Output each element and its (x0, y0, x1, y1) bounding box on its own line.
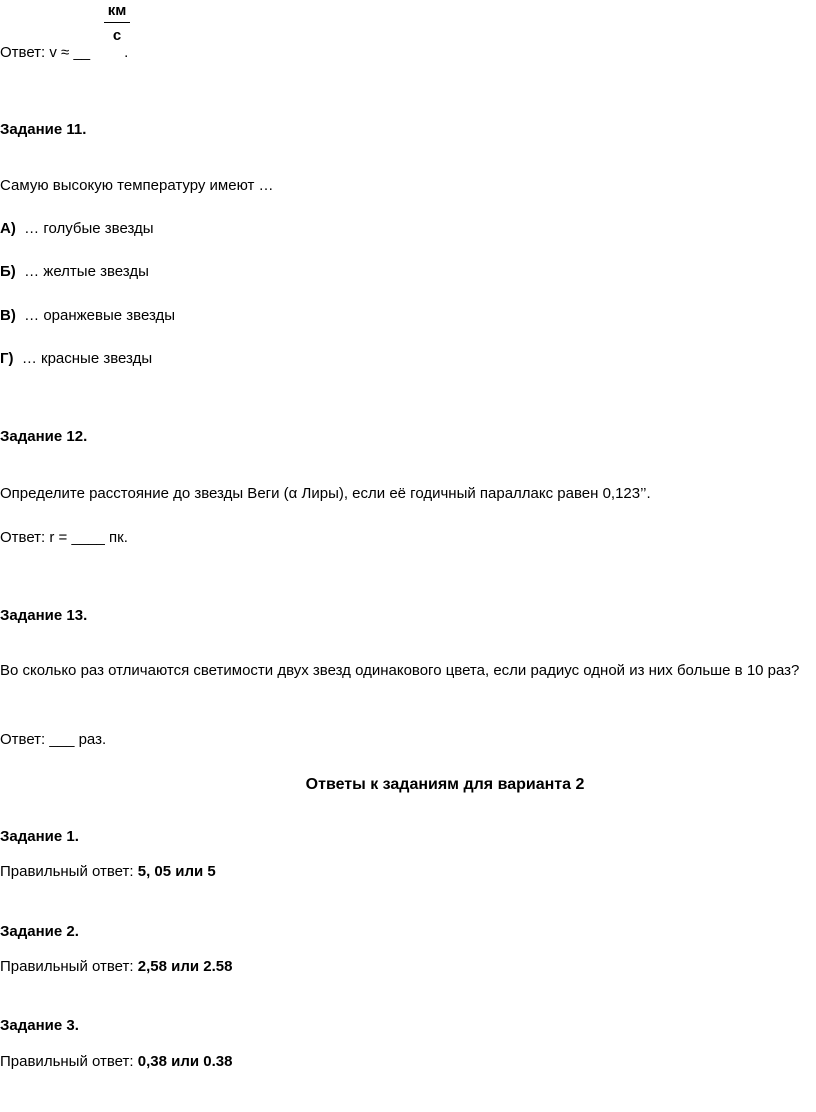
task13-answer: Ответ: ___ раз. (0, 731, 107, 748)
answer-value: 5, 05 или 5 (137, 863, 216, 880)
task10-answer-prefix: Ответ: v ≈ __ (0, 44, 91, 61)
task12-title: Задание 12. (0, 428, 88, 445)
answer-value: 2,58 или 2.58 (137, 958, 233, 975)
task13-question: Во сколько раз отличаются светимости двух звезд одинакового цвета, если радиус одной из них больше в 10 раз? (0, 662, 800, 679)
answer3-title: Задание 3. (0, 1017, 79, 1034)
option-letter: Б) (0, 263, 16, 280)
option-letter: А) (0, 220, 16, 237)
answer2-title: Задание 2. (0, 923, 79, 940)
answer-label: Правильный ответ: (0, 958, 138, 975)
task11-question: Самую высокую температуру имеют … (0, 177, 274, 194)
task11-option-a (0, 219, 154, 239)
answer1-line (0, 862, 216, 882)
fraction-denominator: с (112, 27, 122, 44)
answer-value: 0,38 или 0.38 (137, 1053, 233, 1070)
fraction-bar (104, 22, 130, 23)
task11-option-v (0, 306, 175, 326)
task12-answer: Ответ: r = ____ пк. (0, 529, 128, 546)
task12-question: Определите расстояние до звезды Веги (α Лиры), если её годичный параллакс равен 0,123’’. (0, 485, 651, 502)
option-text: … голубые звезды (24, 220, 154, 237)
unit-fraction (103, 2, 131, 45)
answer2-line (0, 957, 232, 977)
answer1-title: Задание 1. (0, 828, 79, 845)
answer-label: Правильный ответ: (0, 1053, 138, 1070)
answers-heading: Ответы к заданиям для варианта 2 (305, 776, 585, 793)
option-text: … оранжевые звезды (24, 307, 176, 324)
task11-title: Задание 11. (0, 121, 87, 138)
task11-option-b (0, 262, 149, 282)
task11-option-g (0, 349, 152, 369)
answer-label: Правильный ответ: (0, 863, 138, 880)
answer3-line (0, 1052, 232, 1072)
task10-answer-suffix: . (124, 44, 129, 61)
option-text: … красные звезды (21, 350, 153, 367)
option-letter: В) (0, 307, 16, 324)
fraction-numerator: км (107, 2, 127, 19)
option-letter: Г) (0, 350, 14, 367)
option-text: … желтые звезды (24, 263, 149, 280)
task10-answer-line (0, 43, 128, 63)
task13-title: Задание 13. (0, 607, 88, 624)
